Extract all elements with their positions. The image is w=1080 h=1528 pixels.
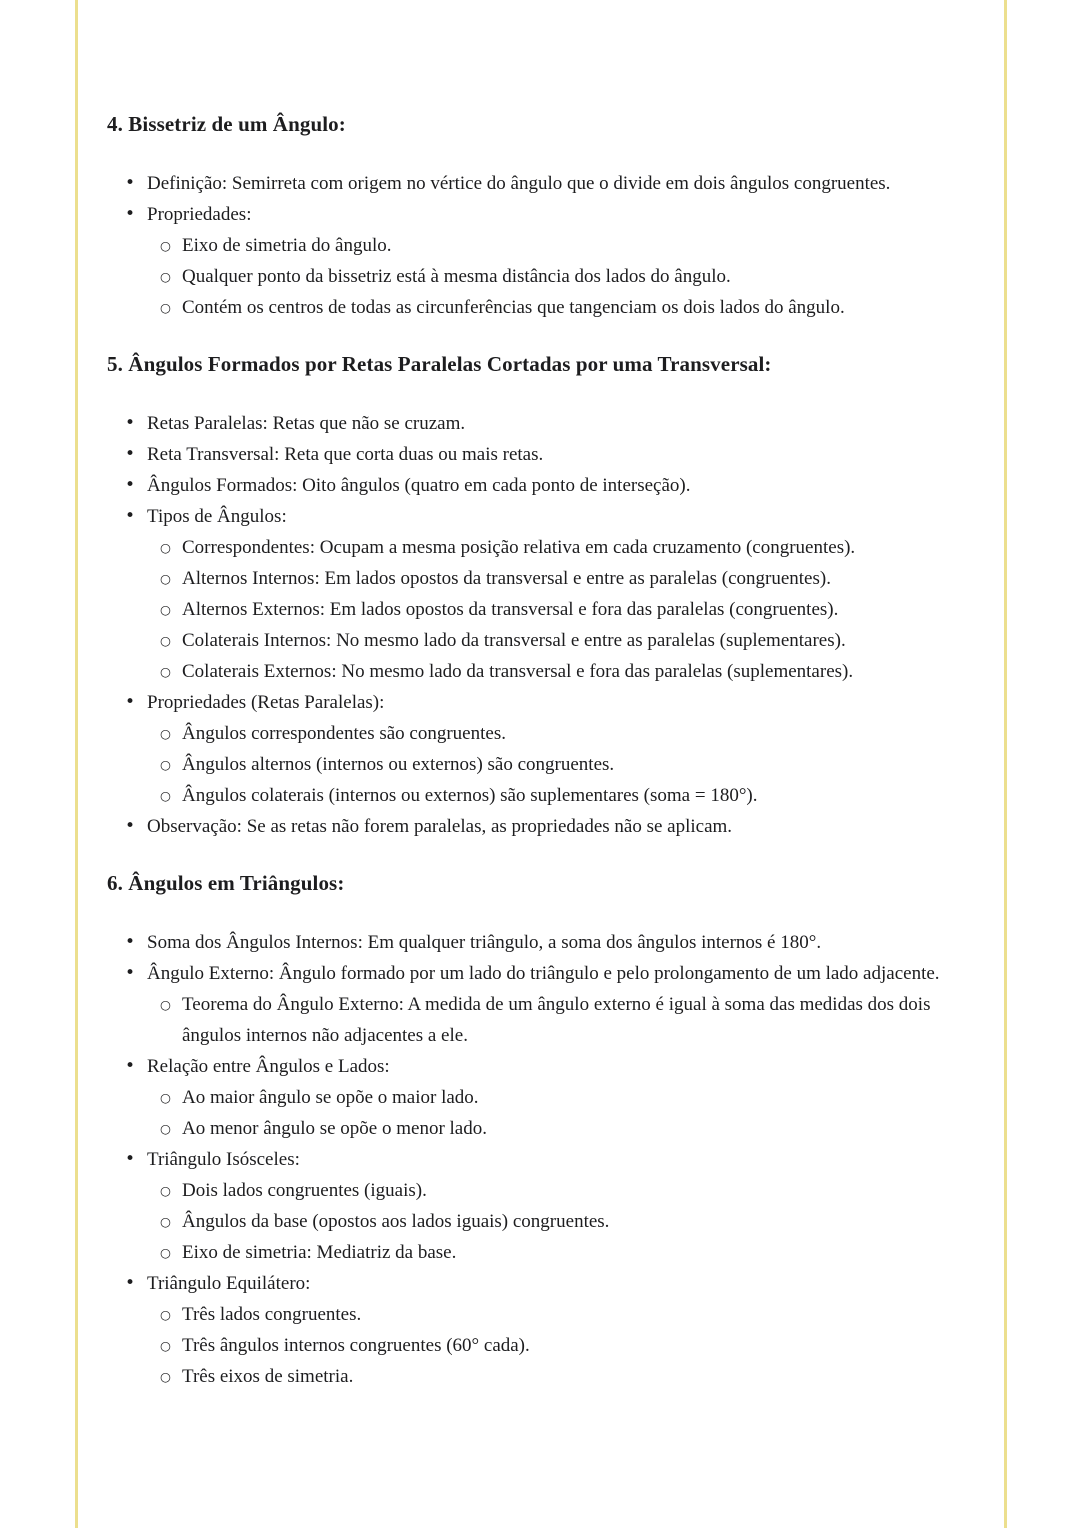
list-item-text: Colaterais Externos: No mesmo lado da transversal e fora das paralelas (suplementares). xyxy=(182,661,854,682)
list-item xyxy=(107,625,963,656)
bullet-icon: • xyxy=(125,816,136,836)
list-item-text: Observação: Se as retas não forem paralelas, as propriedades não se aplicam. xyxy=(147,816,733,837)
list-item xyxy=(107,1082,963,1113)
list-item xyxy=(107,1175,963,1206)
list-item-text: Três lados congruentes. xyxy=(182,1304,362,1325)
list-item-text: Qualquer ponto da bissetriz está à mesma distância dos lados do ângulo. xyxy=(182,266,731,287)
list-item-text: Retas Paralelas: Retas que não se cruzam. xyxy=(147,413,466,434)
section-list xyxy=(107,408,963,842)
circle-bullet-icon: ○ xyxy=(160,1214,171,1229)
circle-bullet-icon: ○ xyxy=(160,300,171,315)
section-heading: 6. Ângulos em Triângulos: xyxy=(107,871,345,895)
circle-bullet-icon: ○ xyxy=(160,664,171,679)
bullet-icon: • xyxy=(125,204,136,224)
list-item-text: Ângulos correspondentes são congruentes. xyxy=(182,723,506,744)
list-item-text: Eixo de simetria: Mediatriz da base. xyxy=(182,1242,457,1263)
list-item xyxy=(107,501,963,532)
circle-bullet-icon: ○ xyxy=(160,1183,171,1198)
list-item xyxy=(107,1268,963,1299)
list-item-text: Relação entre Ângulos e Lados: xyxy=(147,1056,390,1077)
list-item-text: Dois lados congruentes (iguais). xyxy=(182,1180,427,1201)
bullet-icon: • xyxy=(125,475,136,495)
list-item xyxy=(107,594,963,625)
list-item-text: Tipos de Ângulos: xyxy=(147,506,287,527)
list-item xyxy=(107,1299,963,1330)
list-item-text: Contém os centros de todas as circunferências que tangenciam os dois lados do ângulo. xyxy=(182,297,845,318)
list-item-text: Ângulos da base (opostos aos lados iguais) congruentes. xyxy=(182,1211,610,1232)
list-item-text: Ângulos Formados: Oito ângulos (quatro em cada ponto de interseção). xyxy=(147,475,691,496)
list-item xyxy=(107,261,963,292)
section-list xyxy=(107,927,963,1392)
list-item xyxy=(107,1206,963,1237)
circle-bullet-icon: ○ xyxy=(160,1369,171,1384)
list-item-text: Alternos Internos: Em lados opostos da transversal e entre as paralelas (congruentes). xyxy=(182,568,831,589)
bullet-icon: • xyxy=(125,692,136,712)
section-list xyxy=(107,168,963,323)
list-item xyxy=(107,656,963,687)
bullet-icon: • xyxy=(125,444,136,464)
circle-bullet-icon: ○ xyxy=(160,1245,171,1260)
list-item xyxy=(107,563,963,594)
list-item xyxy=(107,1113,963,1144)
circle-bullet-icon: ○ xyxy=(160,540,171,555)
page-border-right xyxy=(1004,0,1007,1528)
bullet-icon: • xyxy=(125,932,136,952)
list-item xyxy=(107,958,963,989)
circle-bullet-icon: ○ xyxy=(160,571,171,586)
circle-bullet-icon: ○ xyxy=(160,602,171,617)
list-item-text: Triângulo Isósceles: xyxy=(147,1149,300,1170)
list-item xyxy=(107,1144,963,1175)
list-item xyxy=(107,989,963,1051)
list-item-text: Correspondentes: Ocupam a mesma posição relativa em cada cruzamento (congruentes). xyxy=(182,537,856,558)
list-item xyxy=(107,927,963,958)
section-retas-paralelas xyxy=(107,349,963,842)
bullet-icon: • xyxy=(125,173,136,193)
list-item-text: Ângulos colaterais (internos ou externos) são suplementares (soma = 180°). xyxy=(182,785,758,806)
list-item xyxy=(107,199,963,230)
list-item-text: Triângulo Equilátero: xyxy=(147,1273,311,1294)
list-item xyxy=(107,230,963,261)
page-border-left xyxy=(75,0,78,1528)
list-item-text: Reta Transversal: Reta que corta duas ou mais retas. xyxy=(147,444,544,465)
section-heading: 4. Bissetriz de um Ângulo: xyxy=(107,112,346,136)
circle-bullet-icon: ○ xyxy=(160,757,171,772)
list-item xyxy=(107,1330,963,1361)
section-bissetriz xyxy=(107,109,963,323)
list-item-text: Colaterais Internos: No mesmo lado da transversal e entre as paralelas (suplementares). xyxy=(182,630,846,651)
list-item xyxy=(107,687,963,718)
list-item xyxy=(107,168,963,199)
circle-bullet-icon: ○ xyxy=(160,1090,171,1105)
list-item-text: Ao menor ângulo se opõe o menor lado. xyxy=(182,1118,487,1139)
list-item-text: Soma dos Ângulos Internos: Em qualquer triângulo, a soma dos ângulos internos é 180°. xyxy=(147,932,822,953)
section-triangulos xyxy=(107,868,963,1392)
list-item-text: Teorema do Ângulo Externo: A medida de um ângulo externo é igual à soma das medidas dos dois ângulos internos não adjacentes a ele. xyxy=(182,994,931,1046)
list-item xyxy=(107,439,963,470)
bullet-icon: • xyxy=(125,1273,136,1293)
circle-bullet-icon: ○ xyxy=(160,726,171,741)
list-item-text: Definição: Semirreta com origem no vértice do ângulo que o divide em dois ângulos congruentes. xyxy=(147,173,891,194)
list-item xyxy=(107,408,963,439)
bullet-icon: • xyxy=(125,1056,136,1076)
bullet-icon: • xyxy=(125,963,136,983)
list-item-text: Eixo de simetria do ângulo. xyxy=(182,235,392,256)
list-item-text: Três ângulos internos congruentes (60° cada). xyxy=(182,1335,530,1356)
circle-bullet-icon: ○ xyxy=(160,1307,171,1322)
list-item-text: Ângulos alternos (internos ou externos) são congruentes. xyxy=(182,754,615,775)
document-content xyxy=(107,109,963,1392)
list-item xyxy=(107,811,963,842)
list-item xyxy=(107,1051,963,1082)
list-item-text: Propriedades: xyxy=(147,204,252,225)
list-item xyxy=(107,718,963,749)
circle-bullet-icon: ○ xyxy=(160,1121,171,1136)
list-item xyxy=(107,1237,963,1268)
circle-bullet-icon: ○ xyxy=(160,633,171,648)
list-item xyxy=(107,1361,963,1392)
circle-bullet-icon: ○ xyxy=(160,238,171,253)
circle-bullet-icon: ○ xyxy=(160,997,171,1012)
circle-bullet-icon: ○ xyxy=(160,1338,171,1353)
list-item xyxy=(107,780,963,811)
list-item xyxy=(107,470,963,501)
bullet-icon: • xyxy=(125,506,136,526)
circle-bullet-icon: ○ xyxy=(160,269,171,284)
list-item xyxy=(107,532,963,563)
list-item-text: Propriedades (Retas Paralelas): xyxy=(147,692,385,713)
list-item-text: Alternos Externos: Em lados opostos da transversal e fora das paralelas (congruentes). xyxy=(182,599,839,620)
list-item xyxy=(107,292,963,323)
list-item-text: Ao maior ângulo se opõe o maior lado. xyxy=(182,1087,479,1108)
section-heading: 5. Ângulos Formados por Retas Paralelas Cortadas por uma Transversal: xyxy=(107,352,772,376)
list-item-text: Ângulo Externo: Ângulo formado por um lado do triângulo e pelo prolongamento de um lado adjacente. xyxy=(147,963,940,984)
bullet-icon: • xyxy=(125,1149,136,1169)
list-item xyxy=(107,749,963,780)
list-item-text: Três eixos de simetria. xyxy=(182,1366,354,1387)
circle-bullet-icon: ○ xyxy=(160,788,171,803)
bullet-icon: • xyxy=(125,413,136,433)
